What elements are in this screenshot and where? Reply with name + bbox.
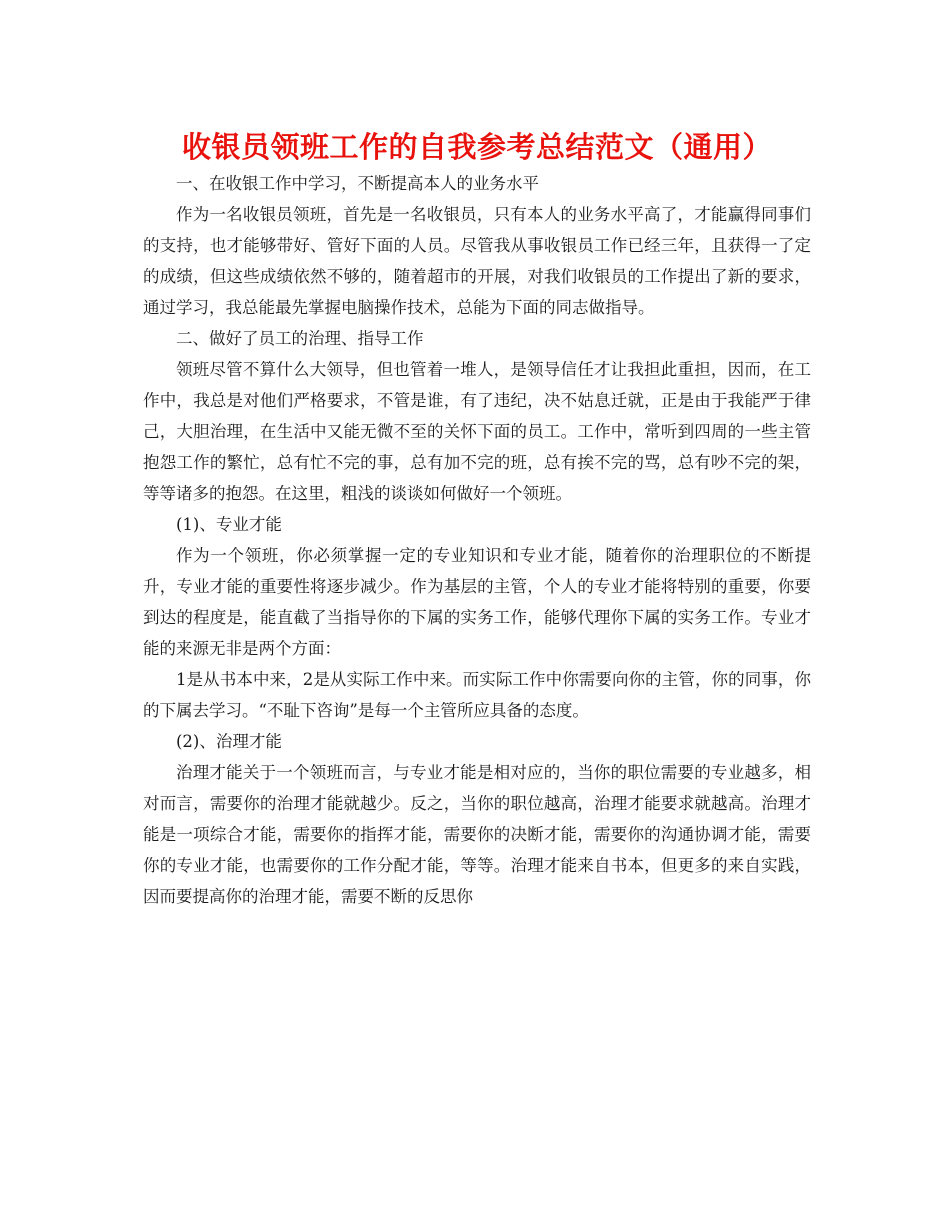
paragraph-2: 领班尽管不算什么大领导，但也管着一堆人，是领导信任才让我担此重担，因而，在工作中，我总是对他们严格要求，不管是谁，有了违纪，决不姑息迁就，正是由于我能严于律己，大胆治理，在生活中又能无微不至的关怀下面的员工。工作中，常听到四周的一些主管抱怨工作的繁忙，总有忙不完的事，总有加不完的班，总有挨不完的骂，总有吵不完的架，等等诸多的抱怨。在这里，粗浅的谈谈如何做好一个领班。 — [143, 360, 811, 503]
subsection-heading-2: (2)、治理才能 — [176, 732, 282, 751]
section-heading-1: 一、在收银工作中学习，不断提高本人的业务水平 — [176, 174, 539, 193]
subsection-heading-1: (1)、专业才能 — [176, 515, 282, 534]
paragraph-4: 1是从书本中来，2是从实际工作中来。而实际工作中你需要向你的主管，你的同事，你的下属去学习。“不耻下咨询”是每一个主管所应具备的态度。 — [143, 670, 811, 720]
document-page — [143, 128, 811, 912]
paragraph-3: 作为一个领班，你必须掌握一定的专业知识和专业才能，随着你的治理职位的不断提升，专业才能的重要性将逐步减少。作为基层的主管，个人的专业才能将特别的重要，你要到达的程度是，能直截了当指导你的下属的实务工作，能够代理你下属的实务工作。专业才能的来源无非是两个方面： — [143, 546, 811, 658]
paragraph-1: 作为一名收银员领班，首先是一名收银员，只有本人的业务水平高了，才能赢得同事们的支持，也才能够带好、管好下面的人员。尽管我从事收银员工作已经三年，且获得一了定的成绩，但这些成绩依然不够的，随着超市的开展，对我们收银员的工作提出了新的要求，通过学习，我总能最先掌握电脑操作技术，总能为下面的同志做指导。 — [143, 205, 811, 317]
section-heading-2: 二、做好了员工的治理、指导工作 — [176, 329, 424, 348]
paragraph-5: 治理才能关于一个领班而言，与专业才能是相对应的，当你的职位需要的专业越多，相对而言，需要你的治理才能就越少。反之，当你的职位越高，治理才能要求就越高。治理才能是一项综合才能，需要你的指挥才能，需要你的决断才能，需要你的沟通协调才能，需要你的专业才能，也需要你的工作分配才能，等等。治理才能来自书本，但更多的来自实践，因而要提高你的治理才能，需要不断的反思你 — [143, 763, 811, 906]
document-title: 收银员领班工作的自我参考总结范文（通用） — [181, 130, 772, 164]
